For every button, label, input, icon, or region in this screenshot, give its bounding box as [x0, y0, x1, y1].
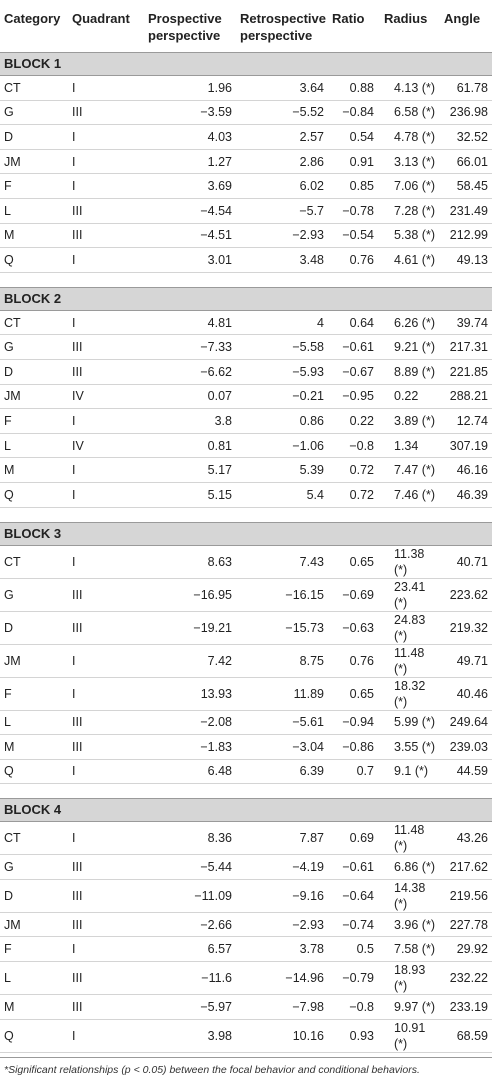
block-spacer: [0, 784, 492, 799]
cell-prospective: 6.57: [144, 937, 236, 962]
cell-retrospective: −5.61: [236, 710, 328, 735]
cell-radius: 6.86 (*): [380, 855, 440, 880]
cell-angle: 68.59: [440, 1019, 492, 1052]
cell-radius: 9.97 (*): [380, 995, 440, 1020]
cell-radius: 9.21 (*): [380, 335, 440, 360]
cell-radius: 3.96 (*): [380, 912, 440, 937]
cell-retrospective: −14.96: [236, 962, 328, 995]
cell-angle: 39.74: [440, 310, 492, 335]
cell-prospective: −4.54: [144, 198, 236, 223]
cell-retrospective: 2.86: [236, 149, 328, 174]
cell-retrospective: 4: [236, 310, 328, 335]
table-row: [0, 879, 492, 912]
cell-prospective: 1.96: [144, 76, 236, 101]
cell-category: JM: [0, 149, 68, 174]
cell-quadrant: I: [68, 677, 144, 710]
cell-category: M: [0, 735, 68, 760]
cell-quadrant: I: [68, 76, 144, 101]
table-row: [0, 100, 492, 125]
cell-quadrant: III: [68, 578, 144, 611]
cell-quadrant: III: [68, 198, 144, 223]
cell-ratio: −0.8: [328, 433, 380, 458]
table-row: [0, 458, 492, 483]
cell-angle: 307.19: [440, 433, 492, 458]
cell-quadrant: I: [68, 174, 144, 199]
table-header: [0, 0, 492, 53]
cell-quadrant: I: [68, 759, 144, 784]
cell-radius: 10.91 (*): [380, 1019, 440, 1052]
table-row: [0, 409, 492, 434]
cell-ratio: −0.61: [328, 335, 380, 360]
table-row: [0, 995, 492, 1020]
cell-radius: 11.48 (*): [380, 644, 440, 677]
cell-quadrant: III: [68, 879, 144, 912]
cell-retrospective: 7.87: [236, 822, 328, 855]
cell-ratio: 0.88: [328, 76, 380, 101]
block-header-row: [0, 53, 492, 76]
cell-category: CT: [0, 822, 68, 855]
cell-angle: 223.62: [440, 578, 492, 611]
header-category: Category: [0, 0, 68, 53]
cell-radius: 14.38 (*): [380, 879, 440, 912]
cell-radius: 1.34: [380, 433, 440, 458]
cell-category: F: [0, 174, 68, 199]
cell-category: G: [0, 855, 68, 880]
cell-ratio: −0.64: [328, 879, 380, 912]
cell-angle: 239.03: [440, 735, 492, 760]
table-body: [0, 53, 492, 1053]
table-row: [0, 735, 492, 760]
cell-ratio: 0.65: [328, 545, 380, 578]
cell-ratio: −0.79: [328, 962, 380, 995]
cell-prospective: −11.6: [144, 962, 236, 995]
table-row: [0, 1019, 492, 1052]
header-prospective: Prospective perspective: [144, 0, 236, 53]
cell-prospective: −11.09: [144, 879, 236, 912]
cell-category: G: [0, 100, 68, 125]
cell-retrospective: 7.43: [236, 545, 328, 578]
cell-radius: 3.55 (*): [380, 735, 440, 760]
cell-angle: 61.78: [440, 76, 492, 101]
block-spacer: [0, 507, 492, 522]
cell-prospective: −3.59: [144, 100, 236, 125]
cell-prospective: −6.62: [144, 359, 236, 384]
cell-prospective: −19.21: [144, 611, 236, 644]
cell-angle: 58.45: [440, 174, 492, 199]
spacer-cell: [0, 784, 492, 799]
cell-quadrant: I: [68, 458, 144, 483]
cell-prospective: −16.95: [144, 578, 236, 611]
cell-category: G: [0, 335, 68, 360]
header-angle: Angle: [440, 0, 492, 53]
cell-quadrant: I: [68, 822, 144, 855]
cell-angle: 249.64: [440, 710, 492, 735]
cell-retrospective: −1.06: [236, 433, 328, 458]
table-row: [0, 76, 492, 101]
cell-angle: 43.26: [440, 822, 492, 855]
cell-ratio: 0.72: [328, 482, 380, 507]
cell-ratio: 0.22: [328, 409, 380, 434]
table-row: [0, 545, 492, 578]
cell-prospective: −4.51: [144, 223, 236, 248]
table-row: [0, 433, 492, 458]
cell-ratio: 0.54: [328, 125, 380, 150]
cell-quadrant: III: [68, 100, 144, 125]
cell-category: Q: [0, 482, 68, 507]
cell-prospective: 6.48: [144, 759, 236, 784]
cell-retrospective: −2.93: [236, 223, 328, 248]
table-row: [0, 937, 492, 962]
cell-prospective: 5.15: [144, 482, 236, 507]
cell-retrospective: −9.16: [236, 879, 328, 912]
cell-prospective: −5.97: [144, 995, 236, 1020]
table-row: [0, 962, 492, 995]
cell-quadrant: III: [68, 611, 144, 644]
cell-retrospective: −3.04: [236, 735, 328, 760]
cell-category: CT: [0, 310, 68, 335]
cell-radius: 6.58 (*): [380, 100, 440, 125]
cell-angle: 49.71: [440, 644, 492, 677]
cell-retrospective: 3.78: [236, 937, 328, 962]
spacer-cell: [0, 507, 492, 522]
table-row: [0, 710, 492, 735]
cell-retrospective: 10.16: [236, 1019, 328, 1052]
cell-category: L: [0, 198, 68, 223]
table-row: [0, 149, 492, 174]
table-row: [0, 310, 492, 335]
cell-radius: 23.41 (*): [380, 578, 440, 611]
cell-ratio: 0.64: [328, 310, 380, 335]
cell-prospective: −7.33: [144, 335, 236, 360]
cell-angle: 288.21: [440, 384, 492, 409]
cell-category: F: [0, 409, 68, 434]
cell-ratio: 0.93: [328, 1019, 380, 1052]
cell-category: L: [0, 433, 68, 458]
cell-category: G: [0, 578, 68, 611]
cell-angle: 44.59: [440, 759, 492, 784]
cell-quadrant: IV: [68, 433, 144, 458]
cell-category: M: [0, 458, 68, 483]
cell-category: Q: [0, 759, 68, 784]
header-radius: Radius: [380, 0, 440, 53]
cell-angle: 212.99: [440, 223, 492, 248]
cell-ratio: 0.5: [328, 937, 380, 962]
cell-radius: 5.99 (*): [380, 710, 440, 735]
cell-quadrant: IV: [68, 384, 144, 409]
cell-retrospective: 3.48: [236, 248, 328, 273]
cell-radius: 7.06 (*): [380, 174, 440, 199]
cell-radius: 11.48 (*): [380, 822, 440, 855]
cell-category: M: [0, 223, 68, 248]
block-header-row: [0, 799, 492, 822]
cell-prospective: 8.63: [144, 545, 236, 578]
cell-category: L: [0, 710, 68, 735]
cell-prospective: −5.44: [144, 855, 236, 880]
table-row: [0, 174, 492, 199]
cell-retrospective: 2.57: [236, 125, 328, 150]
cell-ratio: −0.95: [328, 384, 380, 409]
cell-quadrant: III: [68, 912, 144, 937]
cell-angle: 217.31: [440, 335, 492, 360]
block-spacer: [0, 272, 492, 287]
cell-retrospective: 8.75: [236, 644, 328, 677]
cell-angle: 29.92: [440, 937, 492, 962]
cell-angle: 232.22: [440, 962, 492, 995]
cell-quadrant: I: [68, 644, 144, 677]
cell-angle: 46.16: [440, 458, 492, 483]
cell-prospective: 3.01: [144, 248, 236, 273]
cell-angle: 217.62: [440, 855, 492, 880]
cell-ratio: 0.76: [328, 248, 380, 273]
cell-retrospective: −7.98: [236, 995, 328, 1020]
cell-retrospective: 5.39: [236, 458, 328, 483]
cell-angle: 12.74: [440, 409, 492, 434]
cell-quadrant: I: [68, 545, 144, 578]
table-row: [0, 223, 492, 248]
cell-quadrant: III: [68, 995, 144, 1020]
cell-angle: 219.32: [440, 611, 492, 644]
cell-retrospective: −5.93: [236, 359, 328, 384]
cell-quadrant: III: [68, 855, 144, 880]
block-label: BLOCK 4: [0, 799, 492, 822]
cell-ratio: −0.69: [328, 578, 380, 611]
cell-prospective: 1.27: [144, 149, 236, 174]
cell-retrospective: 5.4: [236, 482, 328, 507]
table-row: [0, 125, 492, 150]
cell-prospective: −2.08: [144, 710, 236, 735]
cell-angle: 233.19: [440, 995, 492, 1020]
cell-radius: 24.83 (*): [380, 611, 440, 644]
cell-angle: 66.01: [440, 149, 492, 174]
cell-category: CT: [0, 76, 68, 101]
cell-quadrant: I: [68, 937, 144, 962]
cell-prospective: 4.03: [144, 125, 236, 150]
cell-category: JM: [0, 384, 68, 409]
cell-retrospective: −15.73: [236, 611, 328, 644]
cell-prospective: −1.83: [144, 735, 236, 760]
cell-quadrant: III: [68, 359, 144, 384]
cell-category: Q: [0, 1019, 68, 1052]
cell-category: D: [0, 359, 68, 384]
cell-angle: 231.49: [440, 198, 492, 223]
cell-prospective: 3.98: [144, 1019, 236, 1052]
cell-quadrant: I: [68, 149, 144, 174]
cell-ratio: −0.54: [328, 223, 380, 248]
header-retrospective: Retrospective perspective: [236, 0, 328, 53]
cell-angle: 227.78: [440, 912, 492, 937]
cell-ratio: 0.91: [328, 149, 380, 174]
block-header-row: [0, 287, 492, 310]
cell-angle: 221.85: [440, 359, 492, 384]
cell-angle: 32.52: [440, 125, 492, 150]
cell-category: JM: [0, 644, 68, 677]
cell-radius: 8.89 (*): [380, 359, 440, 384]
cell-category: D: [0, 125, 68, 150]
cell-ratio: −0.78: [328, 198, 380, 223]
cell-retrospective: −16.15: [236, 578, 328, 611]
cell-radius: 0.22: [380, 384, 440, 409]
table-row: [0, 248, 492, 273]
cell-ratio: −0.86: [328, 735, 380, 760]
cell-ratio: 0.7: [328, 759, 380, 784]
cell-ratio: 0.85: [328, 174, 380, 199]
cell-radius: 7.46 (*): [380, 482, 440, 507]
cell-quadrant: I: [68, 310, 144, 335]
cell-ratio: −0.84: [328, 100, 380, 125]
table-row: [0, 198, 492, 223]
table-row: [0, 482, 492, 507]
cell-quadrant: I: [68, 1019, 144, 1052]
cell-radius: 7.47 (*): [380, 458, 440, 483]
table-row: [0, 578, 492, 611]
cell-radius: 6.26 (*): [380, 310, 440, 335]
cell-prospective: 0.81: [144, 433, 236, 458]
cell-quadrant: I: [68, 482, 144, 507]
cell-ratio: −0.61: [328, 855, 380, 880]
cell-ratio: 0.76: [328, 644, 380, 677]
table-row: [0, 677, 492, 710]
cell-quadrant: III: [68, 335, 144, 360]
cell-quadrant: I: [68, 409, 144, 434]
cell-angle: 49.13: [440, 248, 492, 273]
cell-ratio: 0.72: [328, 458, 380, 483]
cell-retrospective: −5.58: [236, 335, 328, 360]
cell-ratio: −0.94: [328, 710, 380, 735]
spacer-cell: [0, 272, 492, 287]
block-label: BLOCK 3: [0, 522, 492, 545]
cell-radius: 18.32 (*): [380, 677, 440, 710]
cell-radius: 7.58 (*): [380, 937, 440, 962]
cell-radius: 18.93 (*): [380, 962, 440, 995]
cell-prospective: 3.8: [144, 409, 236, 434]
block-label: BLOCK 1: [0, 53, 492, 76]
table-row: [0, 335, 492, 360]
table-row: [0, 359, 492, 384]
cell-radius: 4.78 (*): [380, 125, 440, 150]
table-row: [0, 912, 492, 937]
header-quadrant: Quadrant: [68, 0, 144, 53]
cell-quadrant: I: [68, 125, 144, 150]
cell-retrospective: 0.86: [236, 409, 328, 434]
cell-retrospective: 3.64: [236, 76, 328, 101]
cell-retrospective: −2.93: [236, 912, 328, 937]
cell-prospective: −2.66: [144, 912, 236, 937]
cell-category: Q: [0, 248, 68, 273]
cell-radius: 3.89 (*): [380, 409, 440, 434]
block-header-row: [0, 522, 492, 545]
cell-retrospective: 11.89: [236, 677, 328, 710]
table-row: [0, 759, 492, 784]
cell-radius: 3.13 (*): [380, 149, 440, 174]
table-footnote: *Significant relationships (p < 0.05) between the focal behavior and conditional behaviors.: [0, 1057, 492, 1076]
cell-radius: 4.61 (*): [380, 248, 440, 273]
cell-ratio: −0.67: [328, 359, 380, 384]
cell-prospective: 5.17: [144, 458, 236, 483]
cell-ratio: 0.69: [328, 822, 380, 855]
cell-angle: 46.39: [440, 482, 492, 507]
table-row: [0, 855, 492, 880]
cell-quadrant: III: [68, 223, 144, 248]
cell-category: JM: [0, 912, 68, 937]
cell-retrospective: 6.39: [236, 759, 328, 784]
cell-ratio: −0.74: [328, 912, 380, 937]
cell-prospective: 7.42: [144, 644, 236, 677]
cell-prospective: 4.81: [144, 310, 236, 335]
cell-quadrant: III: [68, 710, 144, 735]
cell-retrospective: −5.7: [236, 198, 328, 223]
cell-prospective: 3.69: [144, 174, 236, 199]
cell-category: CT: [0, 545, 68, 578]
cell-ratio: −0.63: [328, 611, 380, 644]
cell-retrospective: −4.19: [236, 855, 328, 880]
cell-retrospective: −5.52: [236, 100, 328, 125]
cell-angle: 236.98: [440, 100, 492, 125]
table-row: [0, 611, 492, 644]
cell-prospective: 0.07: [144, 384, 236, 409]
cell-radius: 5.38 (*): [380, 223, 440, 248]
cell-category: L: [0, 962, 68, 995]
cell-angle: 40.71: [440, 545, 492, 578]
cell-ratio: −0.8: [328, 995, 380, 1020]
table-row: [0, 822, 492, 855]
cell-radius: 11.38 (*): [380, 545, 440, 578]
cell-category: D: [0, 879, 68, 912]
cell-quadrant: III: [68, 735, 144, 760]
header-row: [0, 0, 492, 53]
table-row: [0, 644, 492, 677]
cell-quadrant: I: [68, 248, 144, 273]
cell-category: F: [0, 677, 68, 710]
cell-retrospective: 6.02: [236, 174, 328, 199]
cell-retrospective: −0.21: [236, 384, 328, 409]
cell-category: F: [0, 937, 68, 962]
cell-radius: 7.28 (*): [380, 198, 440, 223]
cell-quadrant: III: [68, 962, 144, 995]
cell-category: M: [0, 995, 68, 1020]
cell-angle: 40.46: [440, 677, 492, 710]
table-row: [0, 384, 492, 409]
cell-prospective: 13.93: [144, 677, 236, 710]
cell-prospective: 8.36: [144, 822, 236, 855]
block-label: BLOCK 2: [0, 287, 492, 310]
cell-radius: 4.13 (*): [380, 76, 440, 101]
cell-category: D: [0, 611, 68, 644]
cell-ratio: 0.65: [328, 677, 380, 710]
header-ratio: Ratio: [328, 0, 380, 53]
cell-radius: 9.1 (*): [380, 759, 440, 784]
cell-angle: 219.56: [440, 879, 492, 912]
